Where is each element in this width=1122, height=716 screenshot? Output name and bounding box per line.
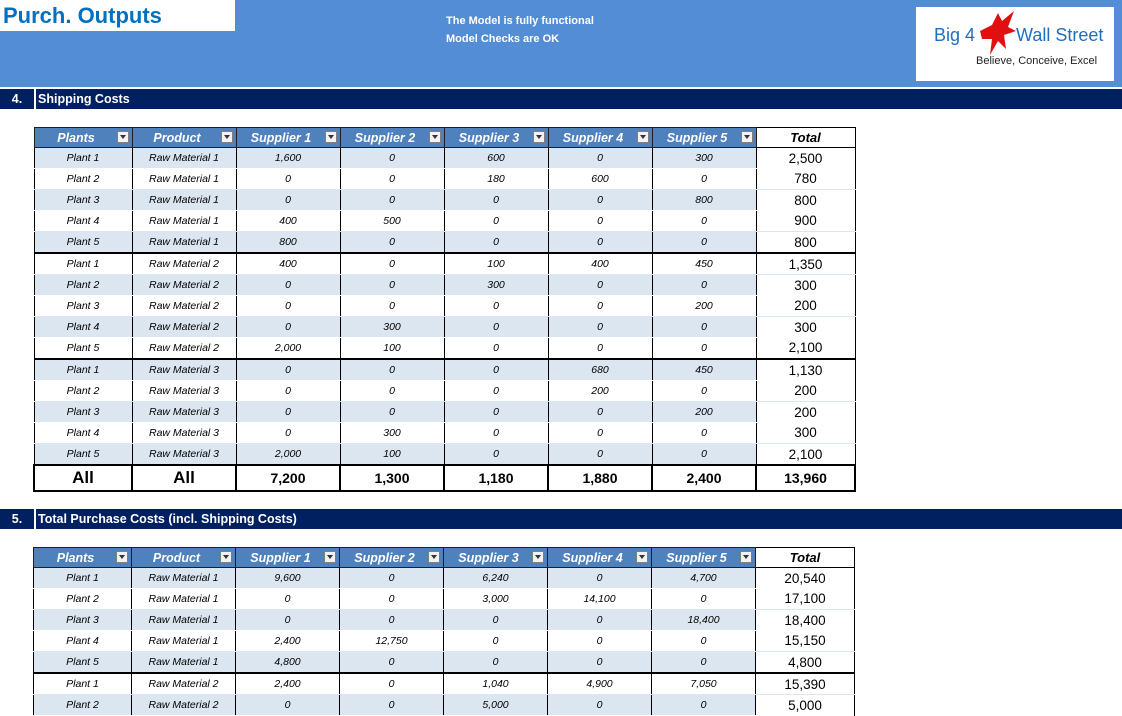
table-cell[interactable]: 300	[340, 423, 444, 444]
table-cell[interactable]: 5,000	[756, 695, 855, 716]
column-header-label: Supplier 3	[458, 130, 520, 145]
section-label: Shipping Costs	[38, 92, 130, 106]
table-cell[interactable]: 18,400	[652, 610, 756, 631]
column-header-filter[interactable]	[652, 128, 756, 148]
table-cell[interactable]: Raw Material 3	[132, 423, 236, 444]
filter-dropdown-icon[interactable]	[532, 551, 544, 563]
filter-dropdown-icon[interactable]	[116, 551, 128, 563]
total-cell[interactable]: All	[132, 465, 236, 491]
table-cell[interactable]: Raw Material 1	[132, 211, 236, 232]
table-cell[interactable]: Raw Material 3	[132, 359, 236, 381]
page-title: Purch. Outputs	[0, 0, 235, 31]
table-cell[interactable]: 800	[756, 232, 855, 254]
table-row	[34, 568, 855, 589]
table-cell[interactable]: Plant 5	[34, 652, 132, 674]
table-cell[interactable]: 0	[652, 444, 756, 466]
company-logo	[916, 7, 1114, 81]
table-cell[interactable]: 0	[444, 211, 548, 232]
table-cell[interactable]: 4,900	[548, 673, 652, 695]
table-cell[interactable]: 0	[652, 695, 756, 716]
table-cell[interactable]: 680	[548, 359, 652, 381]
table-cell[interactable]: 200	[548, 381, 652, 402]
table-cell[interactable]: 17,100	[756, 589, 855, 610]
table-cell[interactable]: 0	[444, 232, 548, 254]
column-header-label: Supplier 5	[666, 550, 727, 565]
table-cell[interactable]: 900	[756, 211, 855, 232]
table-cell[interactable]: Plant 4	[34, 423, 132, 444]
table-row	[34, 423, 855, 444]
table-cell[interactable]: 0	[444, 402, 548, 423]
table-cell[interactable]: 300	[652, 148, 756, 169]
column-header-filter[interactable]	[548, 128, 652, 148]
filter-dropdown-icon[interactable]	[636, 551, 648, 563]
table-cell[interactable]: 300	[756, 317, 855, 338]
table-cell[interactable]: 400	[236, 211, 340, 232]
total-purchase-costs-table	[33, 547, 855, 716]
table-cell[interactable]: Plant 2	[34, 695, 132, 716]
table-cell[interactable]: 0	[444, 317, 548, 338]
table-row	[34, 381, 855, 402]
table-cell[interactable]: Raw Material 1	[132, 148, 236, 169]
table-cell[interactable]: 2,000	[236, 338, 340, 360]
table-cell[interactable]: Raw Material 1	[132, 589, 236, 610]
table-cell[interactable]: 12,750	[340, 631, 444, 652]
table-cell[interactable]: 2,500	[756, 148, 855, 169]
column-header-filter[interactable]	[236, 128, 340, 148]
table-cell[interactable]: 9,600	[236, 568, 340, 589]
table-cell[interactable]: Raw Material 3	[132, 402, 236, 423]
table-cell[interactable]: 0	[548, 631, 652, 652]
table-cell[interactable]: 200	[756, 381, 855, 402]
column-header-filter[interactable]	[132, 128, 236, 148]
table-cell[interactable]: 0	[444, 652, 548, 674]
table-cell[interactable]: 0	[340, 148, 444, 169]
table-cell[interactable]: 200	[652, 296, 756, 317]
table-cell[interactable]: Raw Material 1	[132, 232, 236, 254]
table-cell[interactable]: 1,040	[444, 673, 548, 695]
table-cell[interactable]: Raw Material 2	[132, 695, 236, 716]
column-header-total: Total	[756, 548, 855, 568]
table-cell[interactable]: Plant 3	[34, 296, 132, 317]
table-cell[interactable]: 800	[756, 190, 855, 211]
table-cell[interactable]: Raw Material 1	[132, 169, 236, 190]
table-cell[interactable]: 0	[340, 402, 444, 423]
table-cell[interactable]: 0	[652, 423, 756, 444]
table-cell[interactable]: 0	[340, 275, 444, 296]
column-header-filter[interactable]	[340, 548, 444, 568]
table-cell[interactable]: Plant 5	[34, 232, 132, 254]
table-cell[interactable]: 600	[444, 148, 548, 169]
table-cell[interactable]: 2,000	[236, 444, 340, 466]
column-header-filter[interactable]	[236, 548, 340, 568]
header-banner	[0, 0, 1122, 87]
table-cell[interactable]: 0	[340, 589, 444, 610]
table-cell[interactable]: Raw Material 2	[132, 275, 236, 296]
total-cell[interactable]: 1,880	[548, 465, 652, 491]
table-cell[interactable]: 0	[548, 568, 652, 589]
table-cell[interactable]: 14,100	[548, 589, 652, 610]
table-cell[interactable]: Plant 4	[34, 317, 132, 338]
table-cell[interactable]: 15,390	[756, 673, 855, 695]
table-cell[interactable]: 0	[444, 190, 548, 211]
table-cell[interactable]: Plant 3	[34, 610, 132, 631]
table-cell[interactable]: 0	[236, 589, 340, 610]
table-cell[interactable]: Raw Material 1	[132, 631, 236, 652]
table-cell[interactable]: 0	[444, 338, 548, 360]
table-cell[interactable]: 800	[652, 190, 756, 211]
table-cell[interactable]: 0	[236, 423, 340, 444]
table-cell[interactable]: 1,350	[756, 253, 855, 275]
column-header-total: Total	[756, 128, 855, 148]
table-cell[interactable]: 0	[548, 610, 652, 631]
table-cell[interactable]: Raw Material 2	[132, 338, 236, 360]
table-cell[interactable]: 0	[340, 695, 444, 716]
table-cell[interactable]: 0	[340, 232, 444, 254]
column-header-label: Supplier 3	[458, 550, 519, 565]
table-cell[interactable]: 800	[236, 232, 340, 254]
table-cell[interactable]: 0	[340, 568, 444, 589]
table-cell[interactable]: 2,400	[236, 631, 340, 652]
table-cell[interactable]: 0	[652, 169, 756, 190]
table-row	[34, 610, 855, 631]
table-cell[interactable]: 18,400	[756, 610, 855, 631]
table-cell[interactable]: 500	[340, 211, 444, 232]
table-cell[interactable]: 0	[652, 275, 756, 296]
table-cell[interactable]: Plant 3	[34, 190, 132, 211]
table-row	[34, 402, 855, 423]
table-row	[34, 232, 855, 254]
table-cell[interactable]: 4,700	[652, 568, 756, 589]
filter-dropdown-icon[interactable]	[637, 131, 649, 143]
table-row	[34, 211, 855, 232]
table-cell[interactable]: 3,000	[444, 589, 548, 610]
table-cell[interactable]: Raw Material 2	[132, 673, 236, 695]
table-cell[interactable]: 0	[652, 381, 756, 402]
table-cell[interactable]: 0	[236, 359, 340, 381]
table-cell[interactable]: Plant 2	[34, 589, 132, 610]
column-header-label: Supplier 5	[666, 130, 728, 145]
table-cell[interactable]: 0	[548, 695, 652, 716]
logo-text-right: Wall Street	[1016, 25, 1104, 45]
column-header-label: Supplier 1	[250, 130, 312, 145]
total-cell[interactable]: 1,300	[340, 465, 444, 491]
totals-row	[34, 465, 855, 491]
table-cell[interactable]: Plant 2	[34, 381, 132, 402]
table-cell[interactable]: 600	[548, 169, 652, 190]
table-cell[interactable]: 0	[548, 275, 652, 296]
table-cell[interactable]: 200	[652, 402, 756, 423]
filter-dropdown-icon[interactable]	[117, 131, 129, 143]
table-cell[interactable]: Plant 4	[34, 211, 132, 232]
table-cell[interactable]: 4,800	[236, 652, 340, 674]
table-cell[interactable]: Raw Material 2	[132, 317, 236, 338]
table-cell[interactable]: 0	[548, 338, 652, 360]
table-cell[interactable]: Plant 4	[34, 631, 132, 652]
total-cell[interactable]: All	[34, 465, 132, 491]
table-cell[interactable]: 0	[652, 589, 756, 610]
table-cell[interactable]: 15,150	[756, 631, 855, 652]
table-cell[interactable]: 0	[444, 381, 548, 402]
total-cell[interactable]: 7,200	[236, 465, 340, 491]
total-cell[interactable]: 13,960	[756, 465, 855, 491]
table-row	[34, 631, 855, 652]
table-cell[interactable]: 0	[236, 610, 340, 631]
table-row	[34, 338, 855, 360]
table-cell[interactable]: 450	[652, 253, 756, 275]
table-cell[interactable]: 0	[548, 148, 652, 169]
filter-dropdown-icon[interactable]	[325, 131, 337, 143]
table-cell[interactable]: 0	[236, 381, 340, 402]
table-cell[interactable]: 0	[548, 444, 652, 466]
column-header-filter[interactable]	[444, 548, 548, 568]
table-cell[interactable]: 0	[548, 652, 652, 674]
table-cell[interactable]: 0	[548, 232, 652, 254]
table-cell[interactable]: 5,000	[444, 695, 548, 716]
table-cell[interactable]: 0	[652, 232, 756, 254]
table-cell[interactable]: 100	[444, 253, 548, 275]
column-header-filter[interactable]	[34, 548, 132, 568]
table-cell[interactable]: 6,240	[444, 568, 548, 589]
total-cell[interactable]: 2,400	[652, 465, 756, 491]
table-cell[interactable]: 0	[548, 402, 652, 423]
section-shipping-costs	[0, 89, 1122, 109]
table-cell[interactable]: Raw Material 3	[132, 444, 236, 466]
table-cell[interactable]: 0	[548, 211, 652, 232]
table-cell[interactable]: 0	[236, 402, 340, 423]
eagle-icon	[976, 9, 1020, 57]
model-checks-status: Model Checks are OK	[446, 33, 560, 45]
filter-dropdown-icon[interactable]	[324, 551, 336, 563]
table-cell[interactable]: 0	[340, 381, 444, 402]
table-cell[interactable]: 0	[444, 423, 548, 444]
table-cell[interactable]: 0	[340, 610, 444, 631]
table-cell[interactable]: 0	[548, 190, 652, 211]
column-header-filter[interactable]	[340, 128, 444, 148]
column-header-filter[interactable]	[34, 128, 132, 148]
filter-dropdown-icon[interactable]	[220, 551, 232, 563]
table-cell[interactable]: 400	[236, 253, 340, 275]
table-cell[interactable]: 0	[444, 444, 548, 466]
table-cell[interactable]: 100	[340, 444, 444, 466]
column-header-filter[interactable]	[132, 548, 236, 568]
table-cell[interactable]: 2,100	[756, 444, 855, 466]
table-cell[interactable]: 1,600	[236, 148, 340, 169]
column-header-label: Supplier 1	[250, 550, 311, 565]
table-cell[interactable]: 0	[548, 296, 652, 317]
filter-dropdown-icon[interactable]	[428, 551, 440, 563]
table-cell[interactable]: Plant 1	[34, 568, 132, 589]
table-cell[interactable]: 0	[340, 169, 444, 190]
column-header-filter[interactable]	[444, 128, 548, 148]
table-row	[34, 148, 855, 169]
table-cell[interactable]: Plant 2	[34, 275, 132, 296]
table-cell[interactable]: 0	[340, 296, 444, 317]
table-cell[interactable]: 0	[236, 296, 340, 317]
table-cell[interactable]: 300	[340, 317, 444, 338]
table-cell[interactable]: Raw Material 2	[132, 253, 236, 275]
section-number: 5.	[11, 512, 23, 526]
table-cell[interactable]: 300	[444, 275, 548, 296]
table-cell[interactable]: 1,130	[756, 359, 855, 381]
table-cell[interactable]: 0	[236, 695, 340, 716]
table-cell[interactable]: Raw Material 1	[132, 190, 236, 211]
column-header-filter[interactable]	[548, 548, 652, 568]
table-row	[34, 253, 855, 275]
table-row	[34, 317, 855, 338]
table-cell[interactable]: Raw Material 2	[132, 296, 236, 317]
table-cell[interactable]: 2,400	[236, 673, 340, 695]
logo-tagline: Believe, Conceive, Excel	[976, 55, 1098, 67]
filter-dropdown-icon[interactable]	[741, 131, 753, 143]
table-row	[34, 652, 855, 674]
table-cell[interactable]: 0	[340, 253, 444, 275]
table-cell[interactable]: 2,100	[756, 338, 855, 360]
logo-text-left: Big 4	[934, 25, 976, 45]
table-cell[interactable]: 300	[756, 275, 855, 296]
shipping-costs-table	[33, 127, 856, 492]
table-cell[interactable]: Raw Material 3	[132, 381, 236, 402]
table-cell[interactable]: 0	[444, 610, 548, 631]
column-header-filter[interactable]	[652, 548, 756, 568]
table-cell[interactable]: 200	[756, 296, 855, 317]
table-cell[interactable]: 20,540	[756, 568, 855, 589]
table-cell[interactable]: Plant 3	[34, 402, 132, 423]
table-cell[interactable]: 0	[652, 211, 756, 232]
column-header-label: Product	[152, 550, 201, 565]
table-cell[interactable]: 0	[652, 631, 756, 652]
table-row	[34, 444, 855, 466]
filter-dropdown-icon[interactable]	[533, 131, 545, 143]
table-cell[interactable]: 0	[236, 275, 340, 296]
table-cell[interactable]: Plant 1	[34, 148, 132, 169]
table-cell[interactable]: Plant 1	[34, 673, 132, 695]
table-row	[34, 169, 855, 190]
table-cell[interactable]: 0	[340, 359, 444, 381]
total-cell[interactable]: 1,180	[444, 465, 548, 491]
table-cell[interactable]: 0	[444, 359, 548, 381]
table-cell[interactable]: 0	[652, 317, 756, 338]
table-cell[interactable]: Plant 1	[34, 359, 132, 381]
table-cell[interactable]: 0	[340, 190, 444, 211]
table-cell[interactable]: 0	[444, 296, 548, 317]
table-row	[34, 275, 855, 296]
table-cell[interactable]: Plant 5	[34, 444, 132, 466]
table-row	[34, 673, 855, 695]
table-cell[interactable]: Raw Material 1	[132, 568, 236, 589]
table-cell[interactable]: 200	[756, 402, 855, 423]
table-cell[interactable]: 780	[756, 169, 855, 190]
table-cell[interactable]: Plant 2	[34, 169, 132, 190]
column-header-label: Supplier 4	[562, 550, 623, 565]
table-cell[interactable]: 0	[652, 652, 756, 674]
filter-dropdown-icon[interactable]	[221, 131, 233, 143]
column-header-label: Product	[153, 130, 201, 145]
table-cell[interactable]: 0	[340, 673, 444, 695]
table-cell[interactable]: 4,800	[756, 652, 855, 674]
column-header-label: Supplier 2	[354, 130, 416, 145]
table-row	[34, 190, 855, 211]
table-row	[34, 589, 855, 610]
table-row	[34, 359, 855, 381]
table-cell[interactable]: 0	[340, 652, 444, 674]
section-number: 4.	[11, 92, 23, 106]
table-cell[interactable]: 180	[444, 169, 548, 190]
table-cell[interactable]: 450	[652, 359, 756, 381]
model-status: The Model is fully functional	[446, 15, 594, 27]
section-label: Total Purchase Costs (incl. Shipping Costs)	[38, 512, 297, 526]
table-cell[interactable]: 300	[756, 423, 855, 444]
filter-dropdown-icon[interactable]	[429, 131, 441, 143]
table-cell[interactable]: 0	[444, 631, 548, 652]
column-header-label: Supplier 2	[354, 550, 415, 565]
table-cell[interactable]: 100	[340, 338, 444, 360]
column-header-label: Supplier 4	[562, 130, 624, 145]
table-cell[interactable]: 0	[548, 317, 652, 338]
table-cell[interactable]: Raw Material 1	[132, 652, 236, 674]
table-cell[interactable]: 7,050	[652, 673, 756, 695]
column-header-label: Plants	[56, 550, 95, 565]
column-header-label: Plants	[57, 130, 95, 145]
table-cell[interactable]: 0	[652, 338, 756, 360]
table-cell[interactable]: 400	[548, 253, 652, 275]
section-total-purchase-costs	[0, 509, 1122, 529]
table-cell[interactable]: 0	[236, 317, 340, 338]
table-cell[interactable]: 0	[236, 190, 340, 211]
table-cell[interactable]: Raw Material 1	[132, 610, 236, 631]
table-row	[34, 695, 855, 716]
table-cell[interactable]: Plant 5	[34, 338, 132, 360]
table-cell[interactable]: 0	[236, 169, 340, 190]
filter-dropdown-icon[interactable]	[740, 551, 752, 563]
table-cell[interactable]: 0	[548, 423, 652, 444]
table-row	[34, 296, 855, 317]
table-cell[interactable]: Plant 1	[34, 253, 132, 275]
